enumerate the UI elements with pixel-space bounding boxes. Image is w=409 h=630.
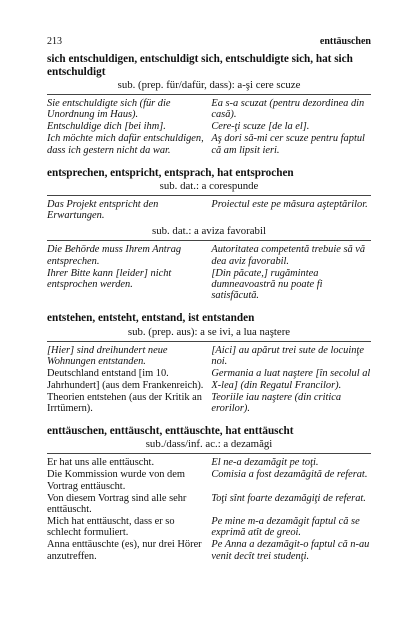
- page-header: [47, 36, 371, 50]
- entry-headword: entstehen, entsteht, entstand, ist entstanden: [47, 312, 255, 325]
- german-example: Entschuldige dich [bei ihm].: [47, 121, 166, 133]
- german-example: Sie entschuldigte sich (für die Unordnung im Haus).: [47, 98, 171, 121]
- page-number: 213: [47, 36, 62, 47]
- german-example: Ihrer Bitte kann [leider] nicht entsprochen werden.: [47, 267, 172, 291]
- example-row: [47, 244, 371, 267]
- german-example: Mich hat enttäuscht, dass er so schlecht formuliert.: [47, 515, 175, 539]
- german-example: [Hier] sind dreihundert neue Wohnungen entstanden.: [47, 344, 168, 368]
- romanian-translation: Pe mine m-a dezamăgit faptul că se exprimă atît de greoi.: [211, 515, 360, 539]
- divider: [47, 195, 371, 196]
- romanian-translation: Comisia a fost dezamăgită de referat.: [211, 469, 368, 481]
- romanian-translation: [Din păcate,] rugămintea dumneavoastră nu poate fi satisfăcută.: [211, 267, 323, 302]
- divider: [47, 341, 371, 342]
- examples-table: [47, 98, 371, 157]
- entry: [47, 425, 371, 563]
- running-head: enttäuschen: [319, 36, 371, 47]
- german-example: Er hat uns alle enttäuscht.: [47, 457, 155, 469]
- german-example: Deutschland entstand [im 10. Jahrhundert] (aus dem Frankenreich).: [47, 368, 204, 391]
- german-example: Das Projekt entspricht den Erwartungen.: [47, 199, 159, 222]
- sense-meaning: [47, 438, 371, 451]
- romanian-translation: Germania a luat naştere [în secolul al X-lea] (din Regatul Francilor).: [211, 368, 371, 391]
- examples-table: [47, 345, 371, 415]
- sense-meaning: [47, 225, 371, 238]
- example-row: [47, 121, 371, 133]
- german-example: Die Kommission wurde von dem Vortrag enttäuscht.: [47, 469, 185, 492]
- example-row: [47, 469, 371, 492]
- romanian-translation: Autoritatea competentă trebuie să vă dea aviz favorabil.: [211, 244, 366, 267]
- sense-meaning: [47, 79, 371, 92]
- examples-table: [47, 457, 371, 562]
- sense-meaning-text: sub./dass/inf. ac.: a dezamăgi: [145, 438, 273, 451]
- examples-table: [47, 199, 371, 222]
- romanian-translation: Teoriile iau naştere (din critica erorilor).: [211, 391, 342, 414]
- german-example: Theorien entstehen (aus der Kritik an Irrtümern).: [47, 391, 202, 414]
- entry: [47, 53, 371, 157]
- divider: [47, 240, 371, 241]
- sense-meaning: [47, 180, 371, 193]
- sense-meaning: [47, 326, 371, 339]
- example-row: [47, 493, 371, 516]
- example-row: [47, 268, 371, 303]
- romanian-translation: [Aici] au apărut trei sute de locuinţe noi.: [211, 344, 364, 368]
- example-row: [47, 199, 371, 222]
- german-example: Die Behörde muss Ihrem Antrag entsprechen.: [47, 244, 182, 267]
- entry-headword: enttäuschen, enttäuscht, enttäuschte, hat enttäuscht: [47, 424, 294, 437]
- divider: [47, 94, 371, 95]
- example-row: [47, 345, 371, 368]
- romanian-translation: Toţi sînt foarte dezamăgiţi de referat.: [211, 492, 366, 504]
- entry: [47, 167, 371, 303]
- sense-meaning-text: sub. (prep. aus): a se ivi, a lua naştere: [127, 325, 291, 338]
- romanian-translation: Pe Anna a dezamăgit-o faptul că n-au venit decît trei studenţi.: [211, 539, 370, 562]
- example-row: [47, 516, 371, 539]
- romanian-translation: Aş dori să-mi cer scuze pentru faptul că am lipsit ieri.: [211, 133, 365, 156]
- romanian-translation: Ea s-a scuzat (pentru dezordinea din casă).: [211, 98, 365, 121]
- example-row: [47, 392, 371, 415]
- example-row: [47, 368, 371, 391]
- romanian-translation: Cere-ţi scuze [de la el].: [211, 121, 310, 133]
- entry-headword: sich entschuldigen, entschuldigt sich, entschuldigte sich, hat sich entschuldigt: [47, 53, 353, 78]
- entry-headword: entsprechen, entspricht, entsprach, hat entsprochen: [47, 166, 294, 179]
- divider: [47, 453, 371, 454]
- entry: [47, 312, 371, 414]
- romanian-translation: Proiectul este pe măsura aşteptărilor.: [211, 199, 368, 211]
- sense-meaning-text: sub. dat.: a corespunde: [159, 180, 259, 193]
- example-row: [47, 457, 371, 469]
- example-row: [47, 133, 371, 156]
- german-example: Von diesem Vortrag sind alle sehr enttäuscht.: [47, 492, 187, 515]
- example-row: [47, 98, 371, 121]
- dictionary-content: [47, 53, 371, 572]
- sense-meaning-text: sub. dat.: a aviza favorabil: [152, 225, 266, 238]
- example-row: [47, 539, 371, 562]
- german-example: Ich möchte mich dafür entschuldigen, dass ich gestern nicht da war.: [47, 133, 204, 156]
- sense-meaning-text: sub. (prep. für/dafür, dass): a-şi cere scuze: [117, 79, 301, 91]
- romanian-translation: El ne-a dezamăgit pe toţi.: [211, 457, 319, 469]
- examples-table: [47, 244, 371, 302]
- german-example: Anna enttäuschte (es), nur drei Hörer anzutreffen.: [47, 539, 202, 562]
